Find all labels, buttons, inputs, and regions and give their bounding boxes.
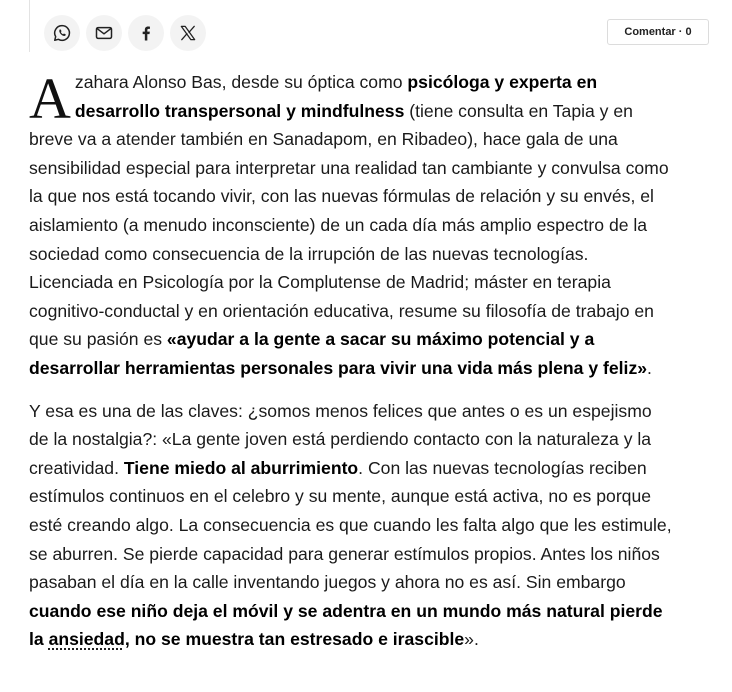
whatsapp-share-button[interactable] [44,15,80,51]
p2-line-6: se aburren. Se pierde capacidad para generar estímulos propios. Antes los niños [29,543,660,564]
p2-l3-text: creatividad. [29,457,124,478]
comment-button[interactable] [607,19,709,45]
p1-line-5: la que nos está tocando vivir, con las nuevas fórmulas de relación y su envés, el [29,186,654,207]
share-bar [44,15,206,51]
p2-line-4: estímulos continuos en el celebro y su mente, aunque está activa, no es porque [29,486,652,507]
x-share-button[interactable] [170,15,206,51]
p2-line-5: esté creando algo. La consecuencia es que cuando les falta algo que les estimule, [29,514,672,535]
p1-l2-bold: desarrollo transpersonal y mindfulness [74,100,405,121]
p2-l3-text-end: . Con las nuevas tecnologías reciben [358,457,647,478]
p1-line-3: breve va a atender también en Sanadapom, en Ribadeo), hace gala de una [29,129,618,150]
article-body [29,68,729,668]
p2-l9-bold-end: , no se muestra tan estresado e irascible [124,629,465,650]
x-icon [178,23,198,43]
p2-line-9 [29,625,729,654]
p1-l11-bold: desarrollar herramientas personales para vivir una vida más plena y feliz» [29,357,648,378]
p1-l11-text: . [647,357,652,378]
p1-l2-text: (tiene consulta en Tapia y en [404,100,633,121]
p1-line-8: Licenciada en Psicología por la Complutense de Madrid; máster en terapia [29,272,611,293]
p1-l10-text: que su pasión es [29,329,167,350]
p2-line-1: Y esa es una de las claves: ¿somos menos felices que antes o es un espejismo [29,400,652,421]
p1-line-2 [29,97,729,126]
p1-l10-bold: «ayudar a la gente a sacar su máximo potencial y a [166,329,595,350]
p1-l1-bold: psicóloga y experta en [407,72,598,92]
whatsapp-icon [52,23,72,43]
p2-l9-bold-start: la [29,629,49,650]
p1-line-7: sociedad como consecuencia de la irrupción de las nuevas tecnologías. [29,243,589,264]
p2-line-3 [29,454,729,483]
facebook-icon [136,23,156,43]
p2-line-2: de la nostalgia?: «La gente joven está perdiendo contacto con la naturaleza y la [29,429,652,450]
paragraph-2 [29,397,729,654]
p2-l3-bold: Tiene miedo al aburrimiento [123,457,359,478]
p1-l1-text: zahara Alonso Bas, desde su óptica como [74,72,408,92]
p2-line-7: pasaban el día en la calle inventando juegos y ahora no es así. Sin embargo [29,572,626,593]
paragraph-1 [29,68,729,383]
p1-line-6: aislamiento (a menudo inconsciente) de un cada día más amplio espectro de la [29,214,648,235]
email-icon [94,23,114,43]
p2-l9-text: ». [464,629,479,650]
email-share-button[interactable] [86,15,122,51]
facebook-share-button[interactable] [128,15,164,51]
left-divider [29,0,30,52]
p2-l8-bold: cuando ese niño deja el móvil y se adentra en un mundo más natural pierde [29,600,663,621]
ansiedad-link[interactable]: ansiedad [48,629,125,650]
p1-line-10 [29,325,729,354]
p2-line-8 [29,597,729,626]
p1-line-11 [29,354,729,383]
comment-button-label: Comentar · 0 [624,26,692,38]
p1-line-4: sensibilidad especial para interpretar una realidad tan cambiante y convulsa como [29,157,669,178]
p1-line-1 [29,68,729,97]
drop-cap: A [29,66,71,131]
p1-line-9: cognitivo-conductal y en orientación educativa, resume su filosofía de trabajo en [29,300,654,321]
